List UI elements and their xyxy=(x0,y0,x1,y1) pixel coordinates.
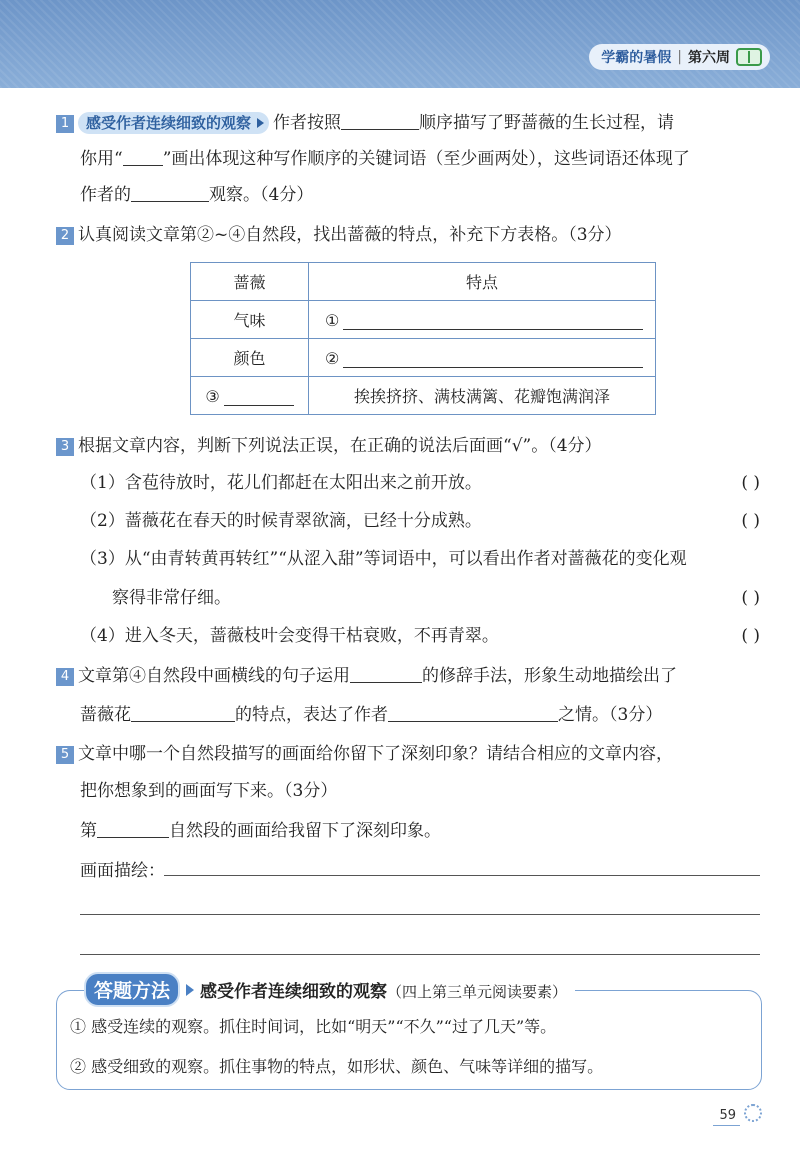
question-number: 1 xyxy=(56,115,74,133)
writing-line[interactable] xyxy=(80,914,760,915)
method-title xyxy=(84,972,575,1007)
cell-marker: ① xyxy=(325,310,340,330)
q1-text: 顺序描写了野蔷薇的生长过程，请 xyxy=(419,113,675,133)
q4-text: 文章第④自然段中画横线的句子运用 xyxy=(78,666,350,686)
brand-title: 学霸的暑假 xyxy=(601,50,672,66)
q3-item-2: （2）蔷薇花在春天的时候青翠欲滴，已经十分成熟。 xyxy=(80,511,482,531)
answer-blank[interactable] xyxy=(343,348,643,368)
q3-item-3: （3）从“由青转黄再转红”“从涩入甜”等词语中，可以看出作者对蔷薇花的变化观 xyxy=(80,549,687,569)
method-subheading: （四上第三单元阅读要素） xyxy=(387,983,568,1001)
q2-line xyxy=(56,217,622,253)
q1-line3 xyxy=(80,177,313,213)
q1-line1 xyxy=(56,105,674,141)
book-icon xyxy=(736,48,762,66)
feature-table xyxy=(190,262,656,415)
table-cell: 气味 xyxy=(191,301,309,339)
question-number: 5 xyxy=(56,746,74,764)
answer-blank[interactable] xyxy=(343,310,643,330)
q5-line2: 把你想象到的画面写下来。（3分） xyxy=(80,781,338,801)
table-cell: 颜色 xyxy=(191,339,309,377)
q1-text: 你用“ xyxy=(80,149,123,169)
page-number: 59 xyxy=(719,1108,736,1123)
q5-text: 文章中哪一个自然段描写的画面给你留下了深刻印象？请结合相应的文章内容， xyxy=(78,744,673,764)
q3-text: 根据文章内容，判断下列说法正误，在正确的说法后面画“√”。（4分） xyxy=(78,436,602,456)
q3-line xyxy=(56,428,602,464)
q1-text: ”画出体现这种写作顺序的关键词语（至少画两处），这些词语还体现了 xyxy=(162,149,690,169)
header-separator: | xyxy=(677,49,682,65)
q4-line2 xyxy=(80,697,662,733)
arrow-icon xyxy=(186,984,194,996)
question-number: 2 xyxy=(56,227,74,245)
q3-item-4: （4）进入冬天，蔷薇枝叶会变得干枯衰败，不再青翠。 xyxy=(80,626,499,646)
q5-line3 xyxy=(80,813,441,849)
table-header-row xyxy=(191,263,656,301)
writing-line[interactable] xyxy=(80,954,760,955)
q4-line1 xyxy=(56,658,677,694)
table-header: 蔷薇 xyxy=(191,263,309,301)
table-row xyxy=(191,339,656,377)
week-label: 第六周 xyxy=(688,50,730,66)
cell-marker: ③ xyxy=(205,386,220,406)
answer-paren[interactable]: ( ) xyxy=(741,588,760,608)
q5-line1 xyxy=(56,736,673,772)
q2-text: 认真阅读文章第②~④自然段，找出蔷薇的特点，补充下方表格。（3分） xyxy=(78,225,622,245)
table-cell xyxy=(309,339,656,377)
answer-blank[interactable] xyxy=(131,702,235,722)
table-header: 特点 xyxy=(309,263,656,301)
writing-line[interactable] xyxy=(164,875,760,876)
answer-paren[interactable]: ( ) xyxy=(741,511,760,531)
q4-text: 蔷薇花 xyxy=(80,705,131,725)
q5-text: 自然段的画面给我留下了深刻印象。 xyxy=(169,821,441,841)
table-cell xyxy=(309,301,656,339)
q1-text: 观察。（4分） xyxy=(209,185,314,205)
answer-paren[interactable]: ( ) xyxy=(741,626,760,646)
question-number: 3 xyxy=(56,438,74,456)
q1-text: 作者的 xyxy=(80,185,131,205)
q1-text: 作者按照 xyxy=(273,113,342,133)
method-tip-2: ② 感受细致的观察。抓住事物的特点，如形状、颜色、气味等详细的描写。 xyxy=(70,1057,604,1076)
q4-text: 之情。（3分） xyxy=(558,705,663,725)
answer-blank[interactable] xyxy=(341,110,419,130)
q4-text: 的特点，表达了作者 xyxy=(235,705,388,725)
table-row xyxy=(191,377,656,415)
method-pill: 答题方法 xyxy=(84,972,180,1007)
answer-paren[interactable]: ( ) xyxy=(741,473,760,493)
method-heading xyxy=(200,977,567,1002)
cell-marker: ② xyxy=(325,348,340,368)
q5-text: 第 xyxy=(80,821,97,841)
table-row xyxy=(191,301,656,339)
sun-icon xyxy=(744,1104,762,1122)
page-header-banner xyxy=(0,0,800,88)
q3-item-1: （1）含苞待放时，花儿们都赶在太阳出来之前开放。 xyxy=(80,473,482,493)
header-badge xyxy=(589,44,770,70)
q1-line2 xyxy=(80,141,690,177)
table-cell xyxy=(191,377,309,415)
answer-blank[interactable] xyxy=(350,663,422,683)
skill-tag: 感受作者连续细致的观察 xyxy=(78,112,269,134)
answer-blank[interactable] xyxy=(224,386,294,406)
method-tip-1: ① 感受连续的观察。抓住时间词，比如“明天”“不久”“过了几天”等。 xyxy=(70,1017,557,1036)
answer-blank[interactable] xyxy=(388,702,558,722)
q3-item-3-cont: 察得非常仔细。 xyxy=(112,588,231,608)
answer-blank[interactable] xyxy=(97,818,169,838)
q4-text: 的修辞手法，形象生动地描绘出了 xyxy=(422,666,677,686)
question-number: 4 xyxy=(56,668,74,686)
method-heading-text: 感受作者连续细致的观察 xyxy=(200,982,388,1002)
q5-line4: 画面描绘： xyxy=(80,861,165,881)
answer-blank[interactable] xyxy=(131,182,209,202)
table-cell: 挨挨挤挤、满枝满篱、花瓣饱满润泽 xyxy=(309,377,656,415)
answer-blank[interactable] xyxy=(123,146,163,166)
